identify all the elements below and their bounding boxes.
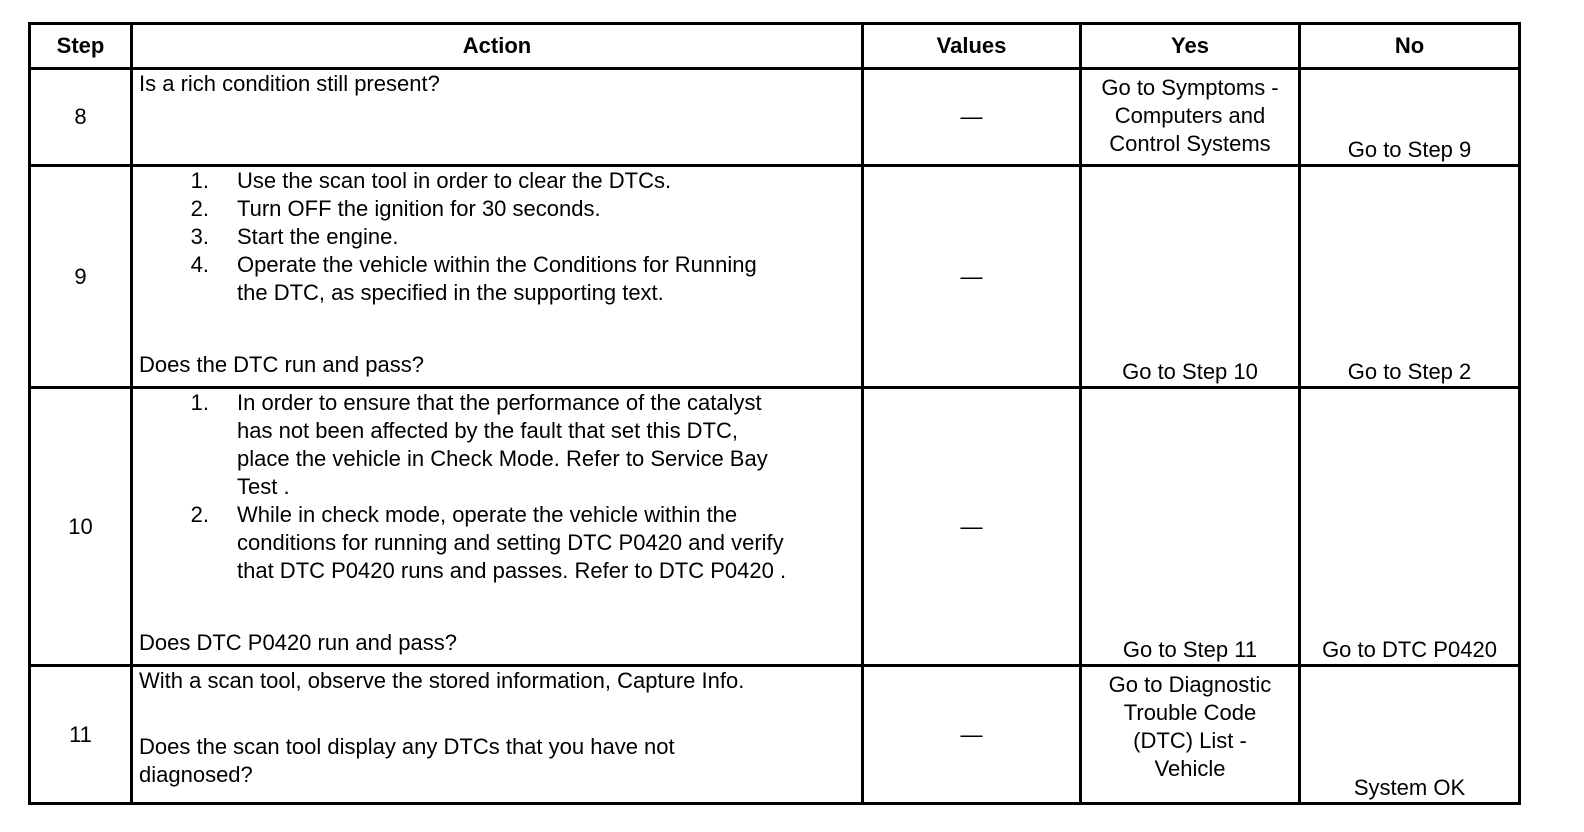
action-question — [139, 733, 855, 789]
yes-line: (DTC) List - — [1133, 728, 1247, 753]
list-item — [185, 167, 855, 195]
yes-line: Trouble Code — [1123, 700, 1257, 725]
action-question-line: diagnosed? — [139, 762, 253, 787]
list-item-line: Start the engine. — [237, 224, 399, 249]
diagnostic-table — [28, 22, 1521, 805]
list-item — [185, 501, 855, 585]
table-row-step-11 — [30, 666, 1520, 804]
list-item-line: Use the scan tool in order to clear the DTCs. — [237, 168, 672, 193]
list-item-line: the DTC, as specified in the supporting text. — [237, 280, 664, 305]
no-cell[interactable]: Go to DTC P0420 — [1300, 388, 1520, 666]
yes-line: Go to Diagnostic — [1108, 672, 1272, 697]
yes-line: Computers and — [1114, 103, 1266, 128]
yes-cell[interactable]: Go to Step 11 — [1081, 388, 1300, 666]
step-number: 9 — [30, 166, 132, 388]
yes-cell[interactable]: Go to Step 10 — [1081, 166, 1300, 388]
list-item-number: 1. — [190, 168, 209, 193]
list-item — [185, 251, 855, 307]
no-cell[interactable]: Go to Step 9 — [1300, 69, 1520, 166]
list-item — [185, 195, 855, 223]
list-item-line: place the vehicle in Check Mode. Refer to Service Bay — [237, 446, 768, 471]
yes-line: Vehicle — [1154, 756, 1226, 781]
action-steps-list — [139, 389, 855, 585]
list-item-number: 1. — [190, 390, 209, 415]
header-no: No — [1300, 24, 1520, 69]
action-steps-list — [139, 167, 855, 307]
list-item-line: that DTC P0420 runs and passes. Refer to DTC P0420 . — [237, 558, 787, 583]
table-row-step-9 — [30, 166, 1520, 388]
list-item-number: 3. — [190, 224, 209, 249]
values-cell: — — [863, 666, 1081, 804]
header-row — [30, 24, 1520, 69]
header-values: Values — [863, 24, 1081, 69]
step-number: 10 — [30, 388, 132, 666]
values-cell: — — [863, 69, 1081, 166]
list-item-line: Operate the vehicle within the Conditions for Running — [237, 252, 757, 277]
step-number: 11 — [30, 666, 132, 804]
action-cell — [132, 388, 863, 666]
list-item — [185, 389, 855, 501]
header-yes: Yes — [1081, 24, 1300, 69]
action-question: Does the DTC run and pass? — [139, 352, 424, 377]
no-cell[interactable]: System OK — [1300, 666, 1520, 804]
list-item-line: has not been affected by the fault that set this DTC, — [237, 418, 739, 443]
table-row-step-10 — [30, 388, 1520, 666]
step-number: 8 — [30, 69, 132, 166]
table-row-step-8 — [30, 69, 1520, 166]
action-intro: With a scan tool, observe the stored information, Capture Info. — [139, 668, 745, 693]
values-cell: — — [863, 166, 1081, 388]
list-item-line: While in check mode, operate the vehicle within the — [237, 502, 738, 527]
header-step: Step — [30, 24, 132, 69]
service-bay-test-link[interactable]: Test . — [237, 474, 290, 499]
yes-line: Control Systems — [1109, 131, 1271, 156]
action-question: Is a rich condition still present? — [139, 71, 440, 96]
action-cell — [132, 69, 863, 166]
values-cell: — — [863, 388, 1081, 666]
action-question: Does DTC P0420 run and pass? — [139, 630, 457, 655]
list-item — [185, 223, 855, 251]
yes-cell[interactable] — [1081, 69, 1300, 166]
list-item-line: Turn OFF the ignition for 30 seconds. — [237, 196, 601, 221]
yes-cell[interactable] — [1081, 666, 1300, 804]
header-action: Action — [132, 24, 863, 69]
list-item-line: In order to ensure that the performance of the catalyst — [237, 390, 762, 415]
yes-line: Go to Symptoms - — [1101, 75, 1279, 100]
list-item-number: 4. — [190, 252, 209, 277]
list-item-number: 2. — [190, 196, 209, 221]
action-question-line: Does the scan tool display any DTCs that you have not — [139, 734, 675, 759]
action-cell — [132, 166, 863, 388]
list-item-line: conditions for running and setting DTC P0420 and verify — [237, 530, 784, 555]
no-cell[interactable]: Go to Step 2 — [1300, 166, 1520, 388]
list-item-number: 2. — [190, 502, 209, 527]
action-cell — [132, 666, 863, 804]
